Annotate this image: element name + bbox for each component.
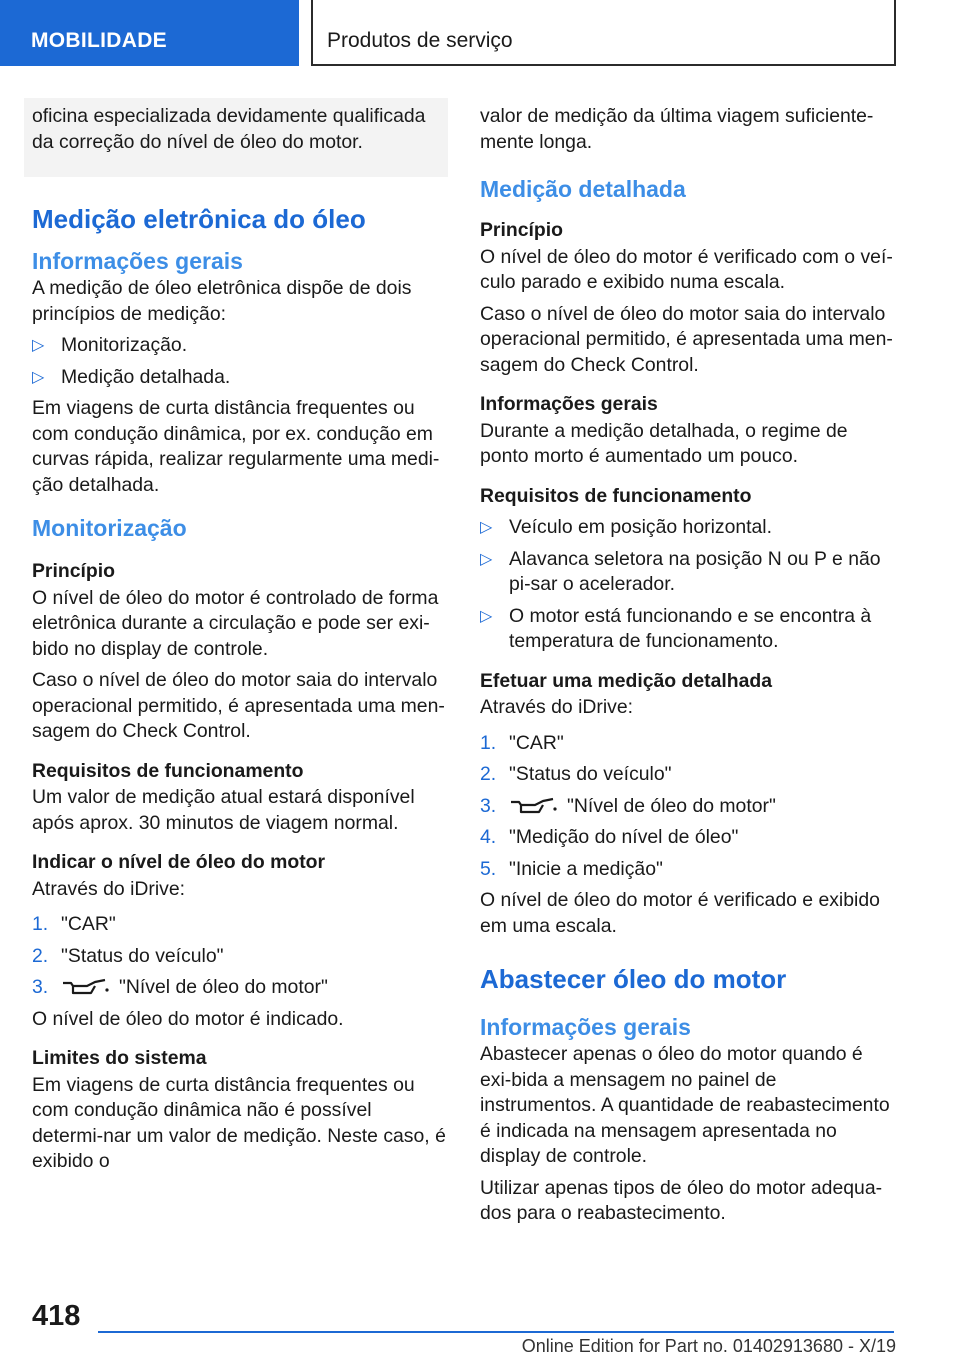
list-item: 2. "Status do veículo" — [480, 763, 672, 785]
note-text: oficina especializada devidamente qualificada da correção do nível de óleo do motor. — [32, 105, 426, 153]
heading-electronic-oil: Medição eletrônica do óleo — [32, 204, 366, 234]
list-item: 5. "Inicie a medição" — [480, 857, 663, 880]
heading-monitoring: Monitorização — [32, 515, 187, 541]
paragraph: Caso o nível de óleo do motor saia do intervalo operacional permitido, é apresentada uma men‐sagem do Check Control. — [32, 669, 445, 742]
list-item: 3. "Nível de óleo do motor" — [32, 976, 328, 998]
left-column — [32, 98, 448, 1181]
heading-principle: Princípio — [480, 219, 563, 241]
footer-divider — [98, 1331, 894, 1333]
heading-requirements: Requisitos de funcionamento — [32, 759, 304, 782]
triangle-bullet-icon: ▷ — [32, 337, 45, 354]
list-item: 1. "CAR" — [480, 731, 564, 754]
heading-general-info: Informações gerais — [480, 1014, 691, 1040]
paragraph: Em viagens de curta distância frequentes ou com condução dinâmica não é possível determi‐nar um valor de medição. Neste caso, é exibido o — [32, 1073, 446, 1172]
bullet-list — [32, 333, 448, 390]
heading-detailed-measurement: Medição detalhada — [480, 176, 686, 202]
paragraph: O nível de óleo do motor é indicado. — [32, 1007, 344, 1030]
oil-can-icon — [509, 796, 557, 816]
paragraph: O nível de óleo do motor é verificado e exibido em uma escala. — [480, 889, 880, 937]
heading-perform-measurement: Efetuar uma medição detalhada — [480, 669, 773, 692]
paragraph: Um valor de medição atual estará disponível após aprox. 30 minutos de viagem normal. — [32, 786, 415, 834]
oil-can-icon — [61, 977, 109, 997]
heading-general-info: Informações gerais — [32, 248, 243, 274]
triangle-bullet-icon: ▷ — [480, 607, 493, 625]
triangle-bullet-icon: ▷ — [32, 368, 45, 386]
heading-indicate-level: Indicar o nível de óleo do motor — [32, 851, 326, 873]
paragraph: Caso o nível de óleo do motor saia do intervalo operacional permitido, é apresentada uma men‐sagem do Check Control. — [480, 302, 893, 376]
right-column — [480, 98, 896, 1233]
paragraph: Em viagens de curta distância frequentes ou com condução dinâmica, por ex. condução em curvas rápida, realizar regularmente uma medi‐ção detalhada. — [32, 397, 440, 496]
list-item: ▷ O motor está funcionando e se encontra à temperatura de funcionamento. — [480, 604, 872, 652]
bullet-list — [480, 515, 896, 655]
list-item: 2. "Status do veículo" — [32, 944, 224, 967]
list-item: ▷ Alavanca seletora na posição N ou P e não pi‐sar o acelerador. — [480, 547, 881, 595]
paragraph: O nível de óleo do motor é controlado de forma eletrônica durante a circulação e pode ser exi‐bido no display de controle. — [32, 586, 439, 660]
paragraph: Através do iDrive: — [32, 877, 186, 900]
page-number: 418 — [32, 1300, 81, 1332]
list-item: ▷ Monitorização. — [32, 333, 448, 359]
heading-requirements: Requisitos de funcionamento — [480, 484, 752, 507]
heading-principle: Princípio — [32, 560, 115, 582]
list-item: ▷ Medição detalhada. — [32, 365, 448, 391]
section-tab: MOBILIDADE — [0, 0, 299, 66]
paragraph: A medição de óleo eletrônica dispõe de dois princípios de medição: — [32, 277, 412, 325]
heading-system-limits: Limites do sistema — [32, 1047, 207, 1069]
list-item: 3. "Nível de óleo do motor" — [480, 794, 776, 817]
paragraph: Utilizar apenas tipos de óleo do motor adequa‐dos para o reabastecimento. — [480, 1176, 883, 1224]
list-item: ▷ Veículo em posição horizontal. — [480, 515, 896, 541]
steps-list — [32, 912, 448, 1001]
chapter-tab: Produtos de serviço — [311, 0, 896, 66]
footer-edition: Online Edition for Part no. 01402913680 - X/19 — [521, 1336, 896, 1356]
paragraph: O nível de óleo do motor é verificado com o veí‐culo parado e exibido numa escala. — [480, 245, 893, 293]
triangle-bullet-icon: ▷ — [480, 519, 493, 536]
page-header — [0, 0, 960, 66]
paragraph: Através do iDrive: — [480, 696, 634, 718]
triangle-bullet-icon: ▷ — [480, 550, 493, 568]
note-box — [24, 98, 448, 177]
paragraph: Durante a medição detalhada, o regime de ponto morto é aumentado um pouco. — [480, 419, 848, 467]
paragraph: valor de medição da última viagem suficiente‐mente longa. — [480, 105, 874, 153]
heading-general-info: Informações gerais — [480, 393, 658, 415]
list-item: 1. "CAR" — [32, 913, 116, 935]
paragraph: Abastecer apenas o óleo do motor quando é exi‐bida a mensagem no painel de instrumentos. A quantidade de reabastecimento é indicada na mensagem apresentada no display de controle. — [480, 1043, 890, 1167]
steps-list — [480, 731, 896, 883]
list-item: 4. "Medição do nível de óleo" — [480, 826, 739, 848]
heading-refill-oil: Abastecer óleo do motor — [480, 964, 787, 994]
